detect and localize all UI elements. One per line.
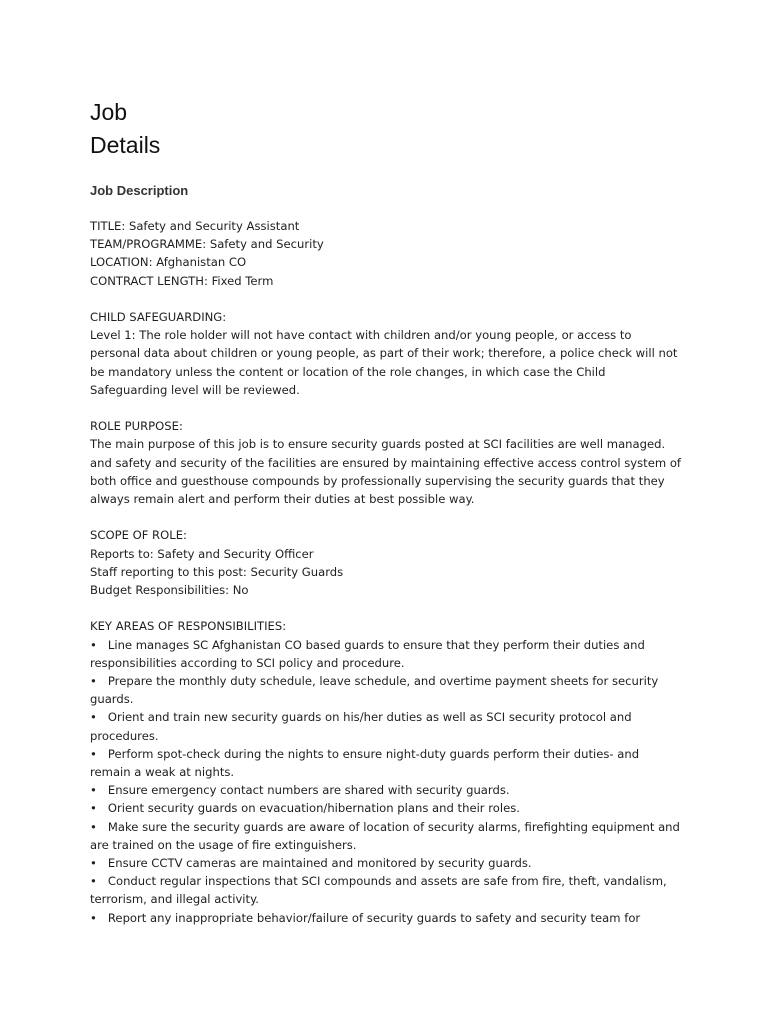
- responsibility-item: [90, 854, 690, 872]
- bullet-icon: •: [90, 746, 97, 761]
- child-safeguarding-text-3: be mandatory unless the content or location of the role changes, in which case the Child: [90, 364, 606, 379]
- responsibility-item: [90, 672, 690, 708]
- spacer: [90, 599, 690, 617]
- role-purpose-text-4: always remain alert and perform their duties at best possible way.: [90, 492, 475, 507]
- responsibility-text-continued: are trained on the usage of fire extinguishers.: [90, 837, 357, 852]
- responsibility-item: [90, 872, 690, 908]
- bullet-icon: •: [90, 783, 97, 798]
- role-purpose-text-3: both office and guesthouse compounds by professionally supervising the security guards that they: [90, 473, 665, 488]
- responsibility-text: Ensure CCTV cameras are maintained and monitored by security guards.: [96, 856, 532, 871]
- key-areas-heading: KEY AREAS OF RESPONSIBILITIES:: [90, 619, 287, 634]
- staff-reporting-line: Staff reporting to this post: Security Guards: [90, 564, 344, 579]
- responsibility-text-continued: responsibilities according to SCI policy and procedure.: [90, 655, 405, 670]
- section-heading-job-description: Job Description: [90, 183, 189, 198]
- page-title-line-1: Job: [90, 99, 128, 125]
- scope-of-role-section: [90, 526, 690, 599]
- responsibility-text: Line manages SC Afghanistan CO based guards to ensure that they perform their duties and: [96, 637, 645, 652]
- budget-line: Budget Responsibilities: No: [90, 583, 249, 598]
- child-safeguarding-text-2: personal data about children or young people, as part of their work; therefore, a police check will not: [90, 346, 678, 361]
- bullet-icon: •: [90, 910, 97, 925]
- bullet-icon: •: [90, 674, 97, 689]
- responsibility-text: Conduct regular inspections that SCI compounds and assets are safe from fire, theft, vandalism,: [96, 874, 667, 889]
- responsibility-text-continued: terrorism, and illegal activity.: [90, 892, 259, 907]
- team-line: TEAM/PROGRAMME: Safety and Security: [90, 237, 324, 252]
- responsibility-text-continued: remain a weak at nights.: [90, 765, 235, 780]
- role-purpose-text-1: The main purpose of this job is to ensure security guards posted at SCI facilities are well managed.: [90, 437, 666, 452]
- responsibility-text-continued: guards.: [90, 692, 134, 707]
- page-title-line-2: Details: [90, 132, 161, 158]
- location-line: LOCATION: Afghanistan CO: [90, 255, 247, 270]
- bullet-icon: •: [90, 819, 97, 834]
- responsibility-item: [90, 909, 690, 927]
- child-safeguarding-section: [90, 308, 690, 399]
- responsibility-text: Orient security guards on evacuation/hibernation plans and their roles.: [96, 801, 520, 816]
- responsibility-item: [90, 818, 690, 854]
- job-summary: [90, 217, 690, 290]
- contract-line: CONTRACT LENGTH: Fixed Term: [90, 273, 274, 288]
- responsibility-text: Orient and train new security guards on his/her duties as well as SCI security protocol and: [96, 710, 632, 725]
- responsibility-text-continued: procedures.: [90, 728, 159, 743]
- spacer: [90, 508, 690, 526]
- responsibility-text: Make sure the security guards are aware of location of security alarms, firefighting equipment and: [96, 819, 680, 834]
- responsibility-item: [90, 745, 690, 781]
- child-safeguarding-text-4: Safeguarding level will be reviewed.: [90, 382, 300, 397]
- child-safeguarding-text-1: Level 1: The role holder will not have contact with children and/or young people, or access to: [90, 328, 632, 343]
- responsibility-item: [90, 708, 690, 744]
- reports-to-line: Reports to: Safety and Security Officer: [90, 546, 314, 561]
- responsibility-item: [90, 636, 690, 672]
- spacer: [90, 290, 690, 308]
- bullet-icon: •: [90, 637, 97, 652]
- job-description-body: [90, 217, 690, 927]
- bullet-icon: •: [90, 710, 97, 725]
- bullet-icon: •: [90, 801, 97, 816]
- spacer: [90, 399, 690, 417]
- job-title-line: TITLE: Safety and Security Assistant: [90, 219, 300, 233]
- scope-of-role-heading: SCOPE OF ROLE:: [90, 528, 187, 543]
- bullet-icon: •: [90, 874, 97, 889]
- role-purpose-heading: ROLE PURPOSE:: [90, 419, 183, 434]
- key-areas-section: [90, 617, 690, 926]
- responsibility-text: Ensure emergency contact numbers are shared with security guards.: [96, 783, 510, 798]
- role-purpose-text-2: and safety and security of the facilities are ensured by maintaining effective access control system of: [90, 455, 682, 470]
- bullet-icon: •: [90, 856, 97, 871]
- responsibility-text: Report any inappropriate behavior/failure of security guards to safety and security team for: [96, 910, 641, 925]
- responsibility-text: Perform spot-check during the nights to ensure night-duty guards perform their duties- and: [96, 746, 640, 761]
- role-purpose-section: [90, 417, 690, 508]
- job-details-document: [90, 96, 690, 927]
- child-safeguarding-heading: CHILD SAFEGUARDING:: [90, 310, 227, 324]
- responsibility-item: [90, 781, 690, 799]
- responsibility-text: Prepare the monthly duty schedule, leave schedule, and overtime payment sheets for security: [96, 674, 659, 689]
- page-title: [90, 96, 690, 162]
- responsibility-item: [90, 799, 690, 817]
